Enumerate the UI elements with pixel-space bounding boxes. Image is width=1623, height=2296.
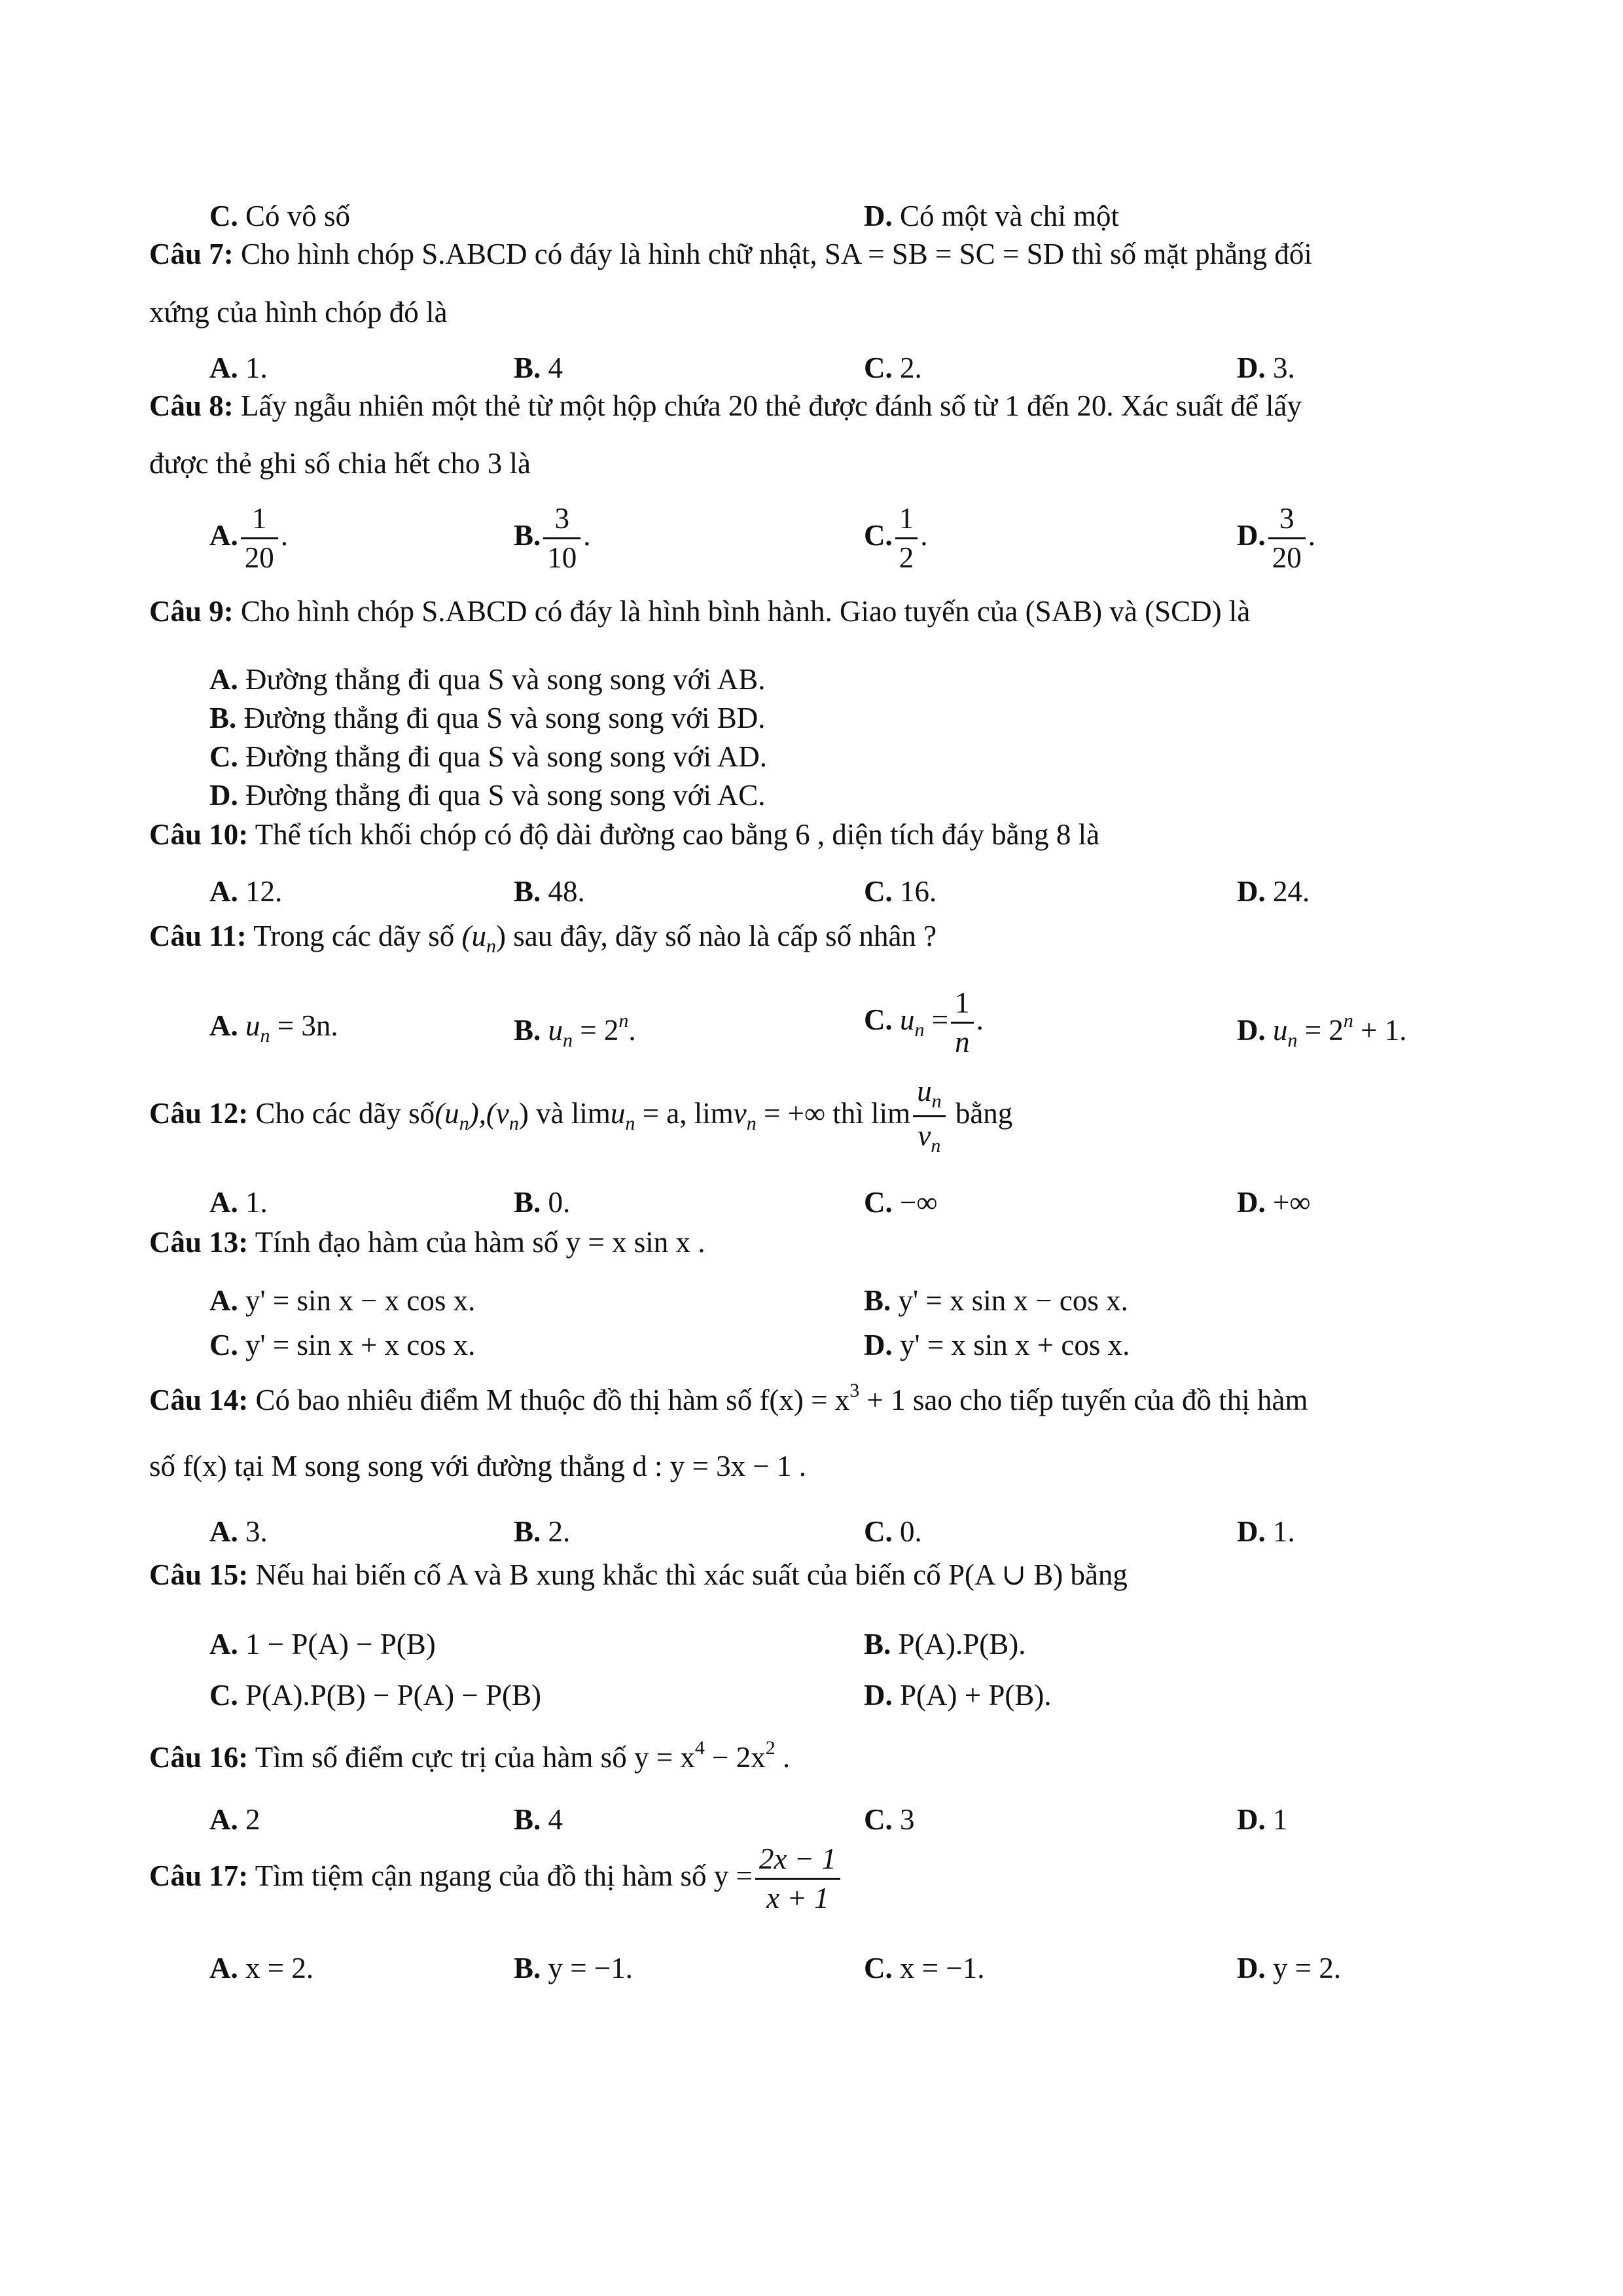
q15-option-d: D. P(A) + P(B).: [864, 1679, 1052, 1712]
q8-stem-line2: được thẻ ghi số chia hết cho 3 là: [149, 447, 531, 480]
q8-option-b: B. $\frac{3}{10}$ .: [514, 502, 591, 574]
q16-stem: Câu 16: Tìm số điểm cực trị của hàm số $y = x^4 - 2x^2$ .: [149, 1737, 791, 1774]
fraction: $\frac{2x - 1}{x + 1}$: [755, 1844, 840, 1913]
fraction: $\frac{1}{2}$: [895, 504, 918, 573]
q12-option-c: C. −∞: [864, 1186, 938, 1219]
q14-option-b: B. 2.: [514, 1515, 571, 1548]
q10-stem: Câu 10: Thể tích khối chóp có độ dài đường cao bằng 6 , diện tích đáy bằng 8 là: [149, 818, 1100, 851]
q15-option-c: C. P(A).P(B) − P(A) − P(B): [209, 1679, 542, 1712]
q17-option-b: B. y = −1.: [514, 1952, 633, 1984]
q15-option-a: A. 1 − P(A) − P(B): [209, 1628, 436, 1660]
q7-stem-line2: xứng của hình chóp đó là: [149, 296, 448, 329]
q7-option-b: B. 4: [514, 351, 563, 384]
q10-option-a: A. 12.: [209, 875, 283, 908]
q6-option-d: D. Có một và chỉ một: [864, 200, 1119, 232]
q17-option-a: A. x = 2.: [209, 1952, 314, 1984]
q10-option-c: C. 16.: [864, 875, 937, 908]
q14-stem-line1: Câu 14: Có bao nhiêu điểm M thuộc đồ thị hàm số $f(x) = x^3 + 1$ sao cho tiếp tuyến của đồ thị hàm: [149, 1380, 1308, 1416]
q14-option-c: C. 0.: [864, 1515, 922, 1548]
q12-option-b: B. 0.: [514, 1186, 571, 1219]
q7-option-d: D. 3.: [1237, 351, 1295, 384]
q13-option-a: A. y' = sin x − x cos x.: [209, 1284, 476, 1317]
q11-option-b: B. $u_n = 2^n$.: [514, 1010, 636, 1051]
q9-option-c: C. Đường thẳng đi qua S và song song với AD.: [209, 740, 767, 773]
q8-option-c: C. $\frac{1}{2}$ .: [864, 502, 928, 574]
q8-stem-line1: Câu 8: Lấy ngẫu nhiên một thẻ từ một hộp chứa 20 thẻ được đánh số từ 1 đến 20. Xác suất để lấy: [149, 389, 1302, 422]
q12-stem: Câu 12: Cho các dãy $số(u_n),(v_n)$ và limu$_n$ = a, limv$_n$ = +∞ thì lim $\frac{u_n}{v_n}$ bằng: [149, 1075, 1013, 1157]
q16-option-c: C. 3: [864, 1803, 915, 1836]
q13-option-c: C. y' = sin x + x cos x.: [209, 1329, 476, 1361]
q9-option-a: A. Đường thẳng đi qua S và song song với AB.: [209, 663, 766, 696]
q12-option-a: A. 1.: [209, 1186, 268, 1219]
q7-option-c: C. 2.: [864, 351, 922, 384]
q13-option-b: B. y' = x sin x − cos x.: [864, 1284, 1128, 1317]
q16-option-a: A. 2: [209, 1803, 260, 1836]
q14-option-d: D. 1.: [1237, 1515, 1295, 1548]
q14-stem-line2: số f(x) tại M song song với đường thẳng d : y = 3x − 1 .: [149, 1450, 806, 1482]
q13-stem: Câu 13: Tính đạo hàm của hàm số y = x sin x .: [149, 1226, 705, 1259]
q15-option-b: B. P(A).P(B).: [864, 1628, 1026, 1660]
q10-option-d: D. 24.: [1237, 875, 1310, 908]
q11-option-c: C. $u_n$ = $\frac{1}{n}$ .: [864, 986, 984, 1058]
q11-option-a: A. $u_n = 3n$.: [209, 1009, 338, 1047]
fraction: $\frac{3}{20}$: [1268, 504, 1306, 573]
q17-option-c: C. x = −1.: [864, 1952, 985, 1984]
q7-stem-line1: Câu 7: Cho hình chóp S.ABCD có đáy là hình chữ nhật, SA = SB = SC = SD thì số mặt phẳng đối: [149, 238, 1312, 270]
q9-stem: Câu 9: Cho hình chóp S.ABCD có đáy là hình bình hành. Giao tuyến của (SAB) và (SCD) là: [149, 595, 1251, 628]
q7-option-a: A. 1.: [209, 351, 268, 384]
q10-option-b: B. 48.: [514, 875, 585, 908]
q6-option-c: C. Có vô số: [209, 200, 351, 232]
q16-option-d: D. 1: [1237, 1803, 1288, 1836]
q17-option-d: D. y = 2.: [1237, 1952, 1342, 1984]
q12-option-d: D. +∞: [1237, 1186, 1311, 1219]
fraction: $\frac{3}{10}$: [543, 504, 580, 573]
q11-option-d: D. $u_n = 2^n + 1$.: [1237, 1010, 1407, 1051]
fraction: $\frac{1}{20}$: [241, 504, 278, 573]
q9-option-b: B. Đường thẳng đi qua S và song song với BD.: [209, 702, 766, 734]
q17-stem: Câu 17: Tìm tiệm cận ngang của đồ thị hàm số y = $\frac{2x - 1}{x + 1}$: [149, 1844, 843, 1913]
q15-stem: Câu 15: Nếu hai biến cố A và B xung khắc thì xác suất của biến cố P(A ∪ B) bằng: [149, 1558, 1128, 1591]
q9-option-d: D. Đường thẳng đi qua S và song song với AC.: [209, 779, 766, 812]
fraction: $\frac{1}{n}$: [951, 988, 974, 1057]
fraction: $\frac{u_n}{v_n}$: [913, 1077, 946, 1156]
q14-option-a: A. 3.: [209, 1515, 268, 1548]
q8-option-d: D. $\frac{3}{20}$ .: [1237, 502, 1315, 574]
q11-stem: Câu 11: Trong các dãy số $(u_n)$ sau đây, dãy số nào là cấp số nhân ?: [149, 920, 937, 957]
q16-option-b: B. 4: [514, 1803, 563, 1836]
q13-option-d: D. y' = x sin x + cos x.: [864, 1329, 1130, 1361]
q8-option-a: A. $\frac{1}{20}$ .: [209, 502, 288, 574]
